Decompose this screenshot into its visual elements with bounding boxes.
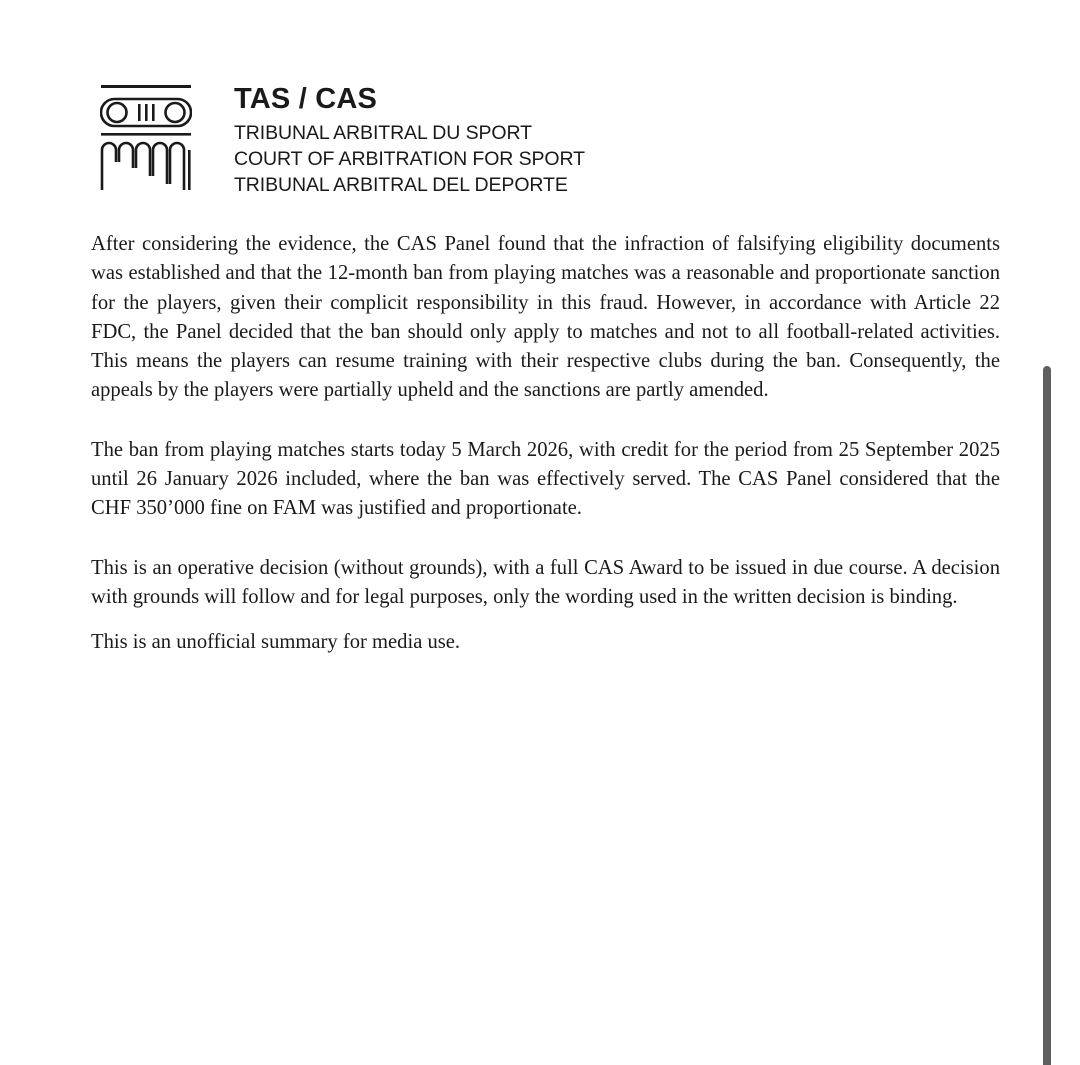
cas-columns-logo-icon [100, 84, 192, 192]
document-header [100, 82, 800, 202]
paragraph-ban-period: The ban from playing matches starts today 5 March 2026, with credit for the period from 25 September 2025 until 26 January 2026 included, where the ban was effectively served. The CAS Panel considered that the CHF 350’000 fine on FAM was justified and proportionate. [91, 438, 1000, 520]
organization-name-english: COURT OF ARBITRATION FOR SPORT [234, 148, 585, 170]
organization-name-block [234, 82, 585, 198]
paragraph-unofficial-summary: This is an unofficial summary for media use. [91, 631, 461, 654]
organization-name-french: TRIBUNAL ARBITRAL DU SPORT [234, 122, 532, 144]
organization-title: TAS / CAS [234, 83, 378, 115]
paragraph-operative-decision: This is an operative decision (without grounds), with a full CAS Award to be issued in due course. A decision with grounds will follow and for legal purposes, only the wording used in the written decision is binding. [91, 556, 1000, 608]
paragraph-panel-findings: After considering the evidence, the CAS Panel found that the infraction of falsifying eligibility documents was established and that the 12-month ban from playing matches was a reasonable and proportionate sanction for the players, given their complicit responsibility in this fraud. However, in accordance with Article 22 FDC, the Panel decided that the ban should only apply to matches and not to all football-related activities. This means the players can resume training with their respective clubs during the ban. Consequently, the appeals by the players were partially upheld and the sanctions are partly amended. [91, 233, 1000, 402]
organization-name-spanish: TRIBUNAL ARBITRAL DEL DEPORTE [234, 174, 568, 196]
document-body [91, 230, 1000, 658]
vertical-scrollbar[interactable] [1043, 366, 1051, 1065]
